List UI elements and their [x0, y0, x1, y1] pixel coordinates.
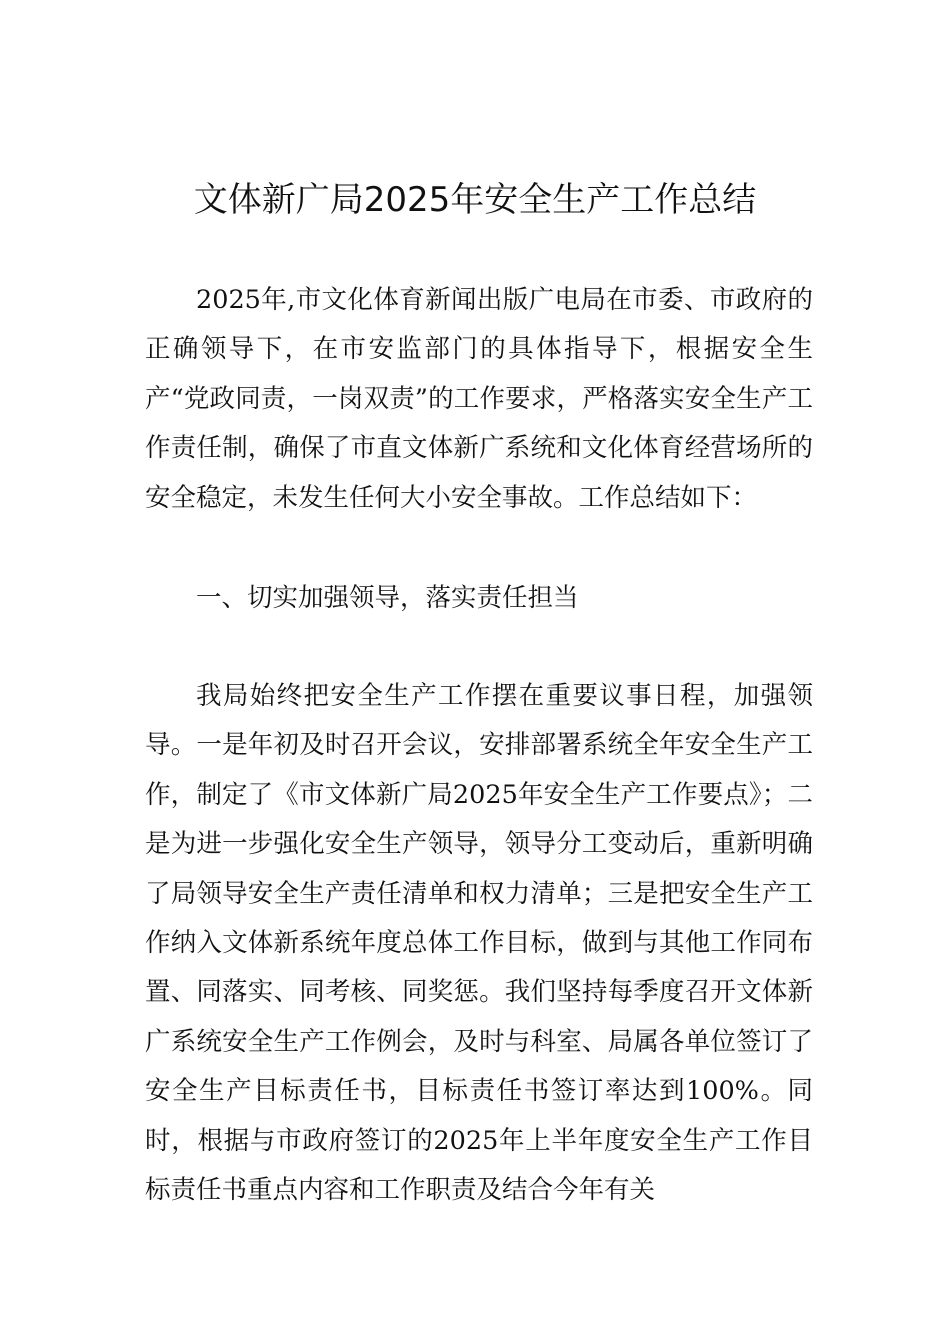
section-heading: 一、切实加强领导，落实责任担当: [196, 583, 579, 613]
intro-paragraph: 2025年,市文化体育新闻出版广电局在市委、市政府的正确领导下，在市安监部门的具体指导下，根据安全生产“党政同责，一岗双责”的工作要求，严格落实安全生产工作责任制，确保了市直文体新广系统和文化体育经营场所的安全稳定，未发生任何大小安全事故。工作总结如下：: [145, 285, 813, 513]
body-paragraph: 我局始终把安全生产工作摆在重要议事日程，加强领导。一是年初及时召开会议，安排部署系统全年安全生产工作，制定了《市文体新广局2025年安全生产工作要点》；二是为进一步强化安全生产领导，领导分工变动后，重新明确了局领导安全生产责任清单和权力清单；三是把安全生产工作纳入文体新系统年度总体工作目标，做到与其他工作同布置、同落实、同考核、同奖惩。我们坚持每季度召开文体新广系统安全生产工作例会，及时与科室、局属各单位签订了安全生产目标责任书，目标责任书签订率达到100%。同时，根据与市政府签订的2025年上半年度安全生产工作目标责任书重点内容和工作职责及结合今年有关: [145, 681, 813, 1206]
document-title: 文体新广局2025年安全生产工作总结: [193, 180, 757, 220]
